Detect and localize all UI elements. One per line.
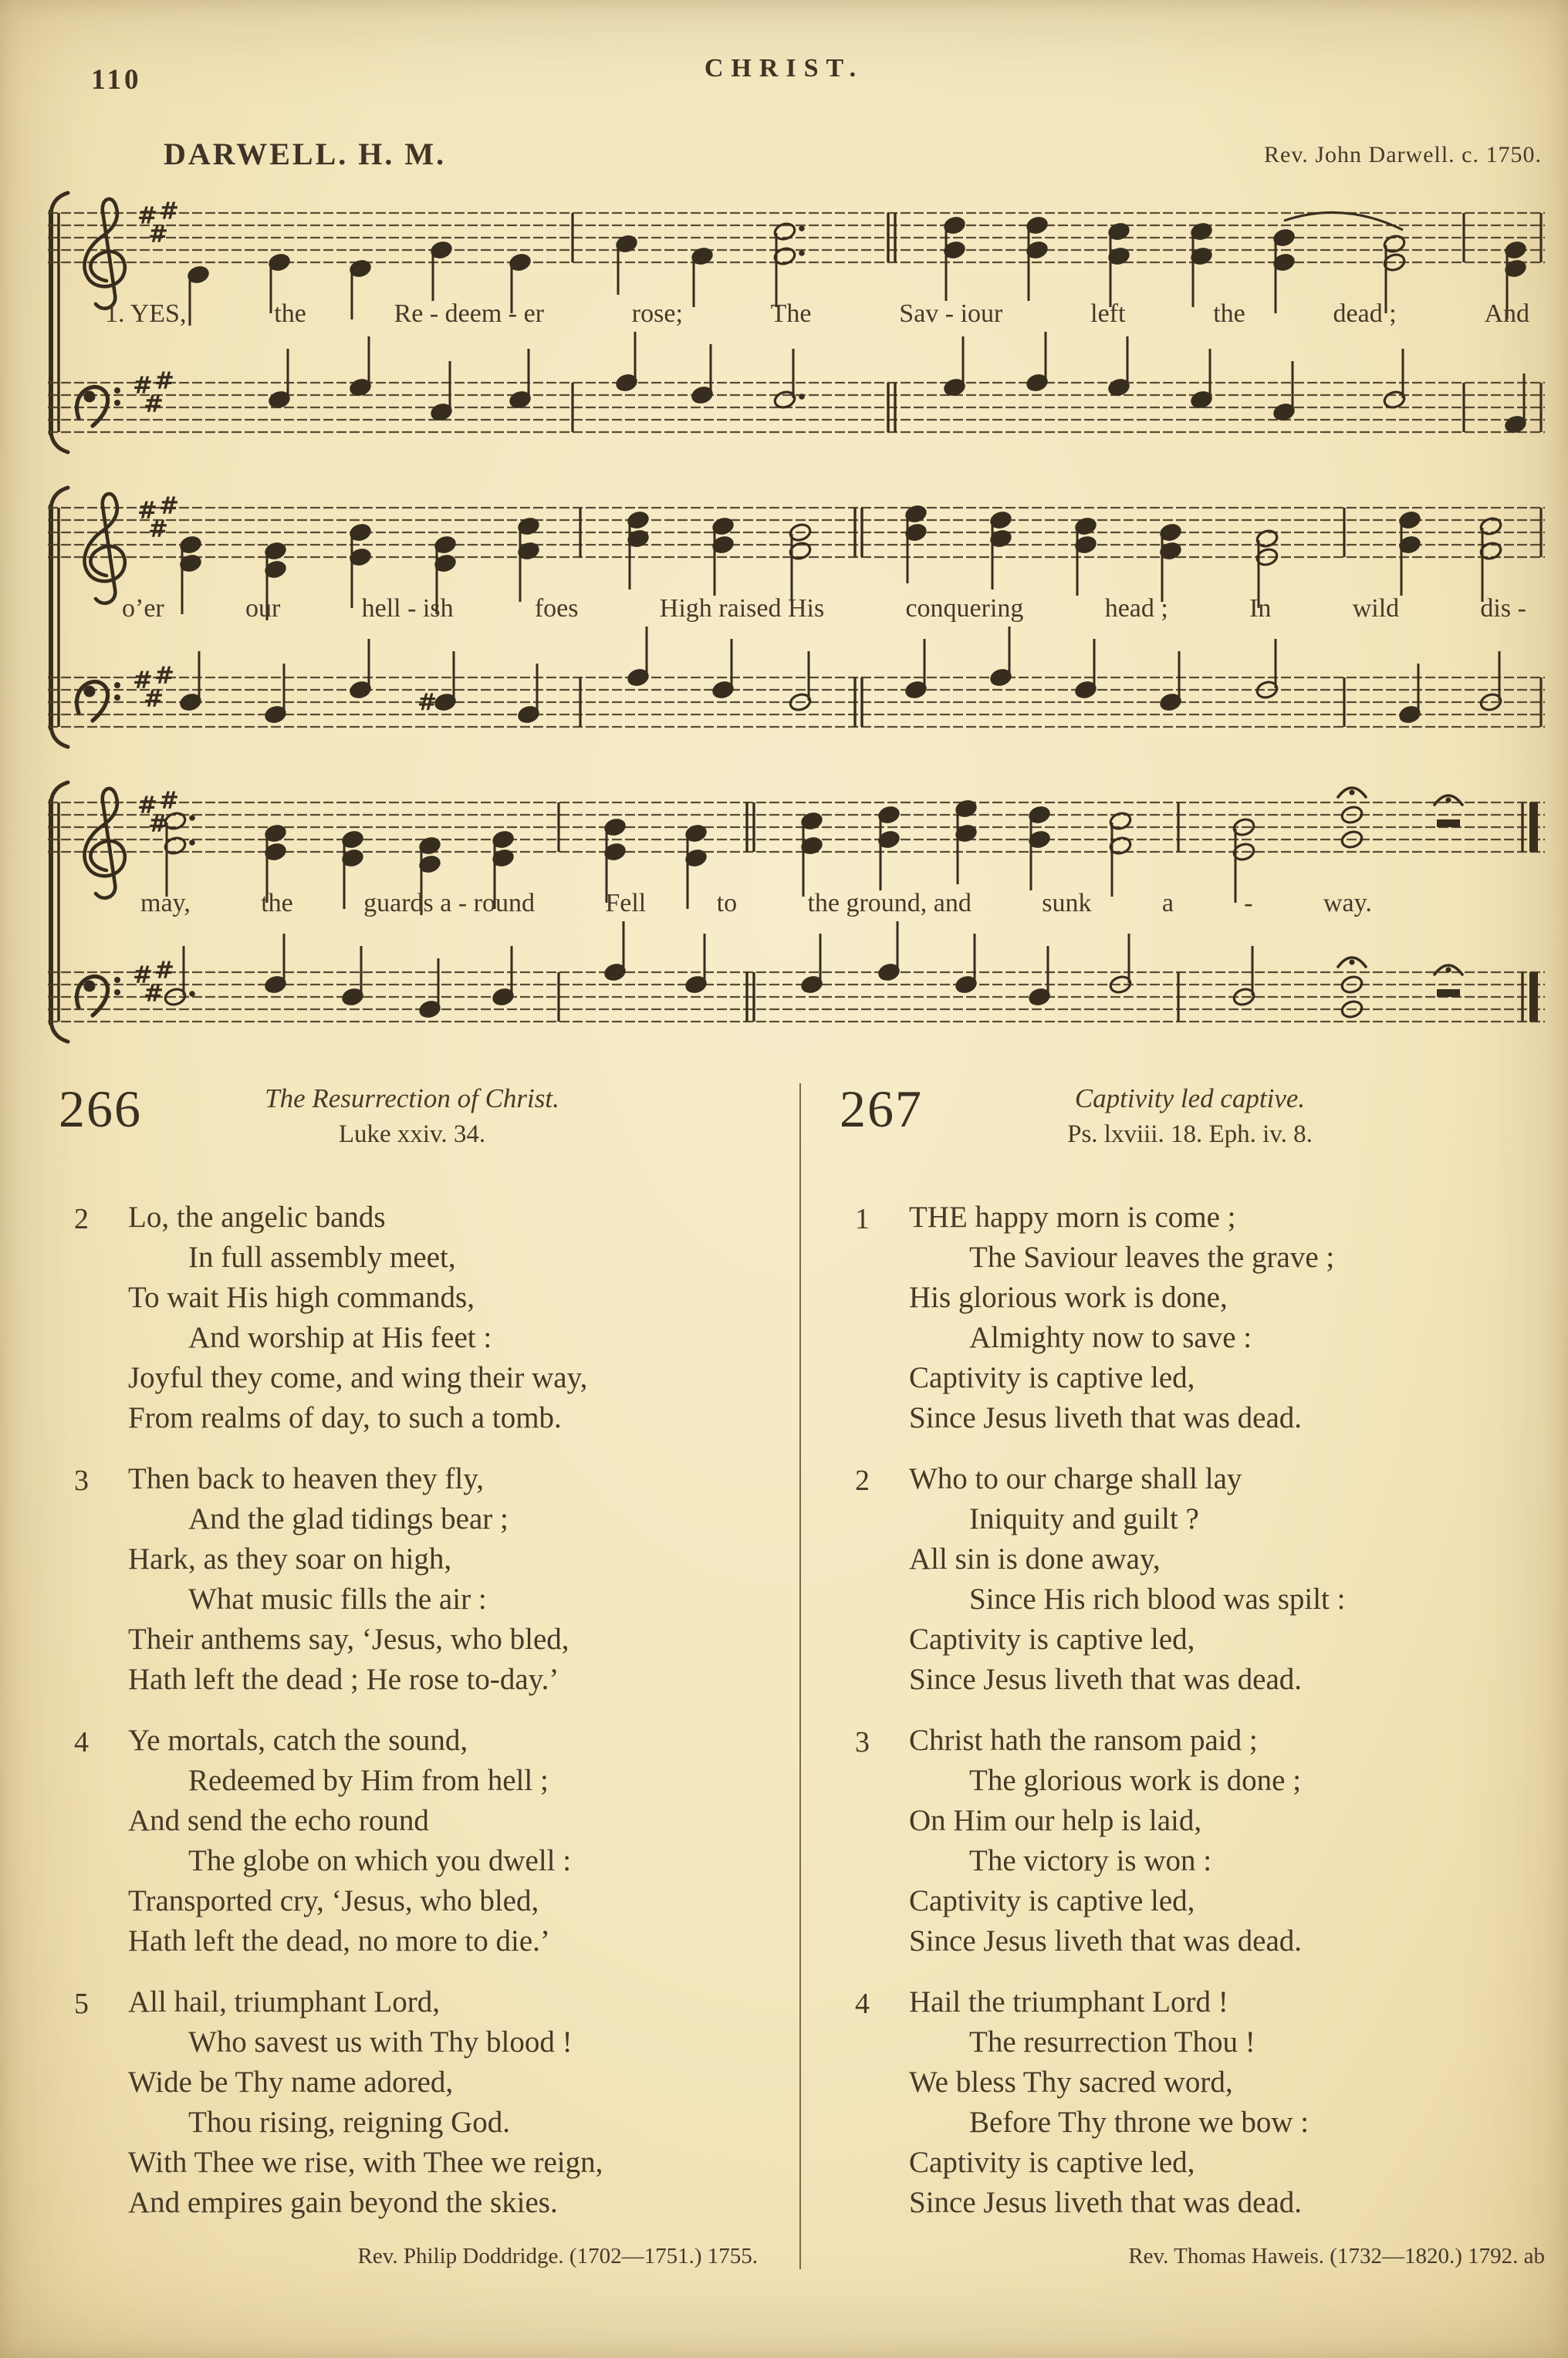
note [1479,651,1503,712]
verse [827,1198,1553,1438]
note [179,651,203,712]
verse [827,1982,1553,2223]
note [800,934,824,995]
note [1074,516,1098,596]
note [264,934,288,995]
verse-line: Captivity is captive led, [909,2146,1195,2179]
verse-number: 4 [855,1988,870,2020]
music-system-1 [40,190,1549,477]
lyric-word: dead ; [1333,299,1397,328]
note [264,664,288,725]
verse-line: With Thee we rise, with Thee we reign, [128,2146,603,2179]
author-attribution: Rev. Philip Doddridge. (1702—1751.) 1755. [357,2244,758,2268]
verse-line: And empires gain beyond the skies. [128,2186,558,2219]
verse-line: Captivity is captive led, [909,1623,1195,1656]
verse-line: Iniquity and guilt ? [969,1502,1199,1535]
hymn-number: 266 [59,1079,142,1138]
note [773,221,805,307]
note [349,336,373,397]
verse-line: His glorious work is done, [909,1281,1228,1314]
svg-text:#: # [137,497,157,525]
verse-line: What music fills the air : [188,1583,487,1616]
lyric-word: Fell [605,889,647,917]
verses-list [827,1198,1553,2223]
verse-number: 3 [855,1726,870,1758]
svg-text:#: # [144,390,164,418]
note [877,921,901,982]
note [989,510,1013,590]
note [691,246,715,307]
verse-line: Before Thy throne we bow : [969,2106,1309,2139]
note [492,946,515,1007]
lyric-line-1 [105,299,1529,340]
lyric-word: the [1213,299,1245,328]
key-signature-sharps [137,492,179,543]
verse-line: Since Jesus liveth that was dead. [909,1924,1303,1958]
hymn-number: 267 [840,1079,923,1138]
lyric-word: the [261,889,293,917]
verse-line: Who savest us with Thy blood ! [188,2025,573,2059]
verse-line: And worship at His feet : [188,1321,492,1354]
lyric-word: - [1244,889,1253,917]
note [1028,805,1052,890]
lyric-word: way. [1323,889,1372,917]
note [1159,522,1183,602]
lyric-word: the ground, and [807,889,972,917]
lyric-word: And [1484,299,1529,328]
lyric-word: conquering [905,594,1024,623]
verse-line: Joyful they come, and wing their way, [128,1361,588,1394]
verse-line: Lo, the angelic bands [128,1201,386,1234]
verse-line: In full assembly meet, [188,1241,456,1274]
svg-text:#: # [137,202,157,230]
verse-line: Their anthems say, ‘Jesus, who bled, [128,1623,569,1656]
system-brace [49,488,68,747]
hymn-header [46,1079,778,1179]
verse [827,1721,1553,1961]
svg-text:#: # [154,662,174,690]
note [1159,651,1183,712]
fermata-icon [1435,965,1462,975]
note [1437,989,1460,997]
note [943,336,967,397]
svg-text:#: # [148,810,168,838]
lyric-word: foes [534,594,579,623]
bass-staff [48,383,1545,432]
tune-header [164,136,1545,179]
note [430,361,454,422]
lyric-word: left [1090,299,1126,328]
verse-line: Thou rising, reigning God. [188,2106,511,2139]
verse-line: Captivity is captive led, [909,1361,1195,1394]
verse [46,1459,778,1700]
lyric-word: Re - deem - er [394,299,545,328]
verse-line: On Him our help is laid, [909,1804,1202,1837]
verse-line: The victory is won : [969,1844,1212,1877]
lyric-word: head ; [1104,594,1168,623]
verse-line: The Saviour leaves the grave ; [969,1241,1335,1274]
svg-text:#: # [133,961,153,989]
fermata-icon [1338,958,1366,967]
treble-clef-icon [85,494,125,603]
note [1107,336,1131,397]
svg-text:#: # [133,667,153,694]
music-notation [40,190,1549,1074]
svg-text:#: # [144,685,164,713]
verse-line: Who to our charge shall lay [909,1462,1242,1495]
note [615,332,639,393]
verse-number: 5 [74,1988,89,2020]
verse-line: And send the echo round [128,1804,429,1837]
verse-line: The globe on which you dwell : [188,1844,572,1877]
verse-line: Hark, as they soar on high, [128,1542,452,1576]
note [711,639,735,700]
hymn-scripture-reference: Ps. lxviii. 18. Eph. iv. 8. [1067,1120,1313,1148]
note [684,934,708,995]
lyric-word: our [245,594,281,623]
lyric-word: 1. YES, [105,299,187,328]
verse-line: Since Jesus liveth that was dead. [909,2186,1303,2219]
note [1028,946,1052,1007]
note [800,811,824,897]
note [1109,811,1133,897]
svg-text:#: # [159,492,179,520]
hymn-title: The Resurrection of Christ. [265,1083,559,1113]
verse-line: All hail, triumphant Lord, [128,1985,441,2018]
composer-credit: Rev. John Darwell. c. 1750. [1264,142,1542,167]
verse-line: Almighty now to save : [969,1321,1252,1354]
verse-line: Hath left the dead ; He rose to-day.’ [128,1663,559,1696]
verse-line: And the glad tidings bear ; [188,1502,509,1535]
verse-line: Hail the triumphant Lord ! [909,1985,1228,2018]
treble-clef-icon [85,789,125,898]
verse-line: From realms of day, to such a tomb. [128,1401,562,1434]
note [943,215,967,301]
note [955,799,978,884]
verse-number: 3 [74,1464,89,1497]
hymn-scripture-reference: Luke xxiv. 34. [338,1120,486,1148]
note [417,651,457,716]
hymn-column-267 [799,1079,1553,2269]
key-signature-sharps [133,957,174,1008]
svg-text:#: # [144,980,164,1008]
verse [46,1198,778,1438]
fermata-icon [1338,788,1366,797]
note [955,934,978,995]
music-system-2 [40,485,1549,772]
lyric-word: guards a - round [363,889,535,917]
author-attribution: Rev. Thomas Haweis. (1732—1820.) 1792. ab [1128,2244,1545,2268]
verse-line: The resurrection Thou ! [969,2025,1255,2059]
hymn-column-266 [46,1079,799,2269]
note [1398,664,1422,725]
note [1437,819,1460,827]
note [418,958,442,1019]
key-signature-sharps [133,662,174,713]
lyric-word: In [1249,594,1272,623]
note [904,504,928,583]
note [1255,639,1279,700]
lyric-word: to [716,889,738,917]
verse-number: 4 [74,1726,89,1758]
key-signature-sharps [137,787,179,838]
note [615,234,639,295]
music-system-3 [40,779,1549,1066]
lyric-word: hell - ish [361,594,454,623]
note [1398,510,1422,596]
note [517,664,541,725]
note [1190,221,1214,307]
note [341,946,365,1007]
verse-line: Then back to heaven they fly, [128,1462,484,1495]
note [627,510,651,590]
verse-line: All sin is done away, [909,1542,1161,1576]
svg-text:#: # [148,221,168,248]
lyric-word: the [274,299,306,328]
lyric-word: sunk [1042,889,1092,917]
system-brace [49,193,68,452]
lyric-word: a [1161,889,1174,917]
hymn-text-columns [46,1079,1553,2269]
verse-line: Redeemed by Him from hell ; [188,1764,549,1797]
note [1074,639,1098,700]
verse-line: Transported cry, ‘Jesus, who bled, [128,1884,539,1917]
note [1272,361,1296,422]
verse [46,1982,778,2223]
barline [855,677,862,727]
note [904,639,928,700]
barline [855,508,862,557]
lyric-word: dis - [1480,594,1526,623]
lyric-word: The [770,299,812,328]
verse-line: Christ hath the ransom paid ; [909,1724,1258,1757]
lyric-word: wild [1352,594,1400,623]
verse-line: Hath left the dead, no more to die.’ [128,1924,550,1958]
treble-clef-icon [85,199,125,309]
treble-staff [48,213,1545,262]
note [268,349,292,410]
svg-text:#: # [159,787,179,815]
svg-text:#: # [417,689,438,716]
tie-slur [1284,212,1403,230]
verse-line: Captivity is captive led, [909,1884,1195,1917]
note [989,627,1013,687]
note [1190,349,1214,410]
verse-number: 2 [74,1203,89,1235]
svg-text:#: # [148,515,168,543]
verse-line: THE happy morn is come ; [909,1201,1236,1234]
page-number: 110 [91,64,142,96]
svg-text:#: # [137,792,157,819]
note [877,805,901,890]
hymn-header [827,1079,1553,1179]
note [517,516,541,602]
verse-line: To wait His high commands, [128,1281,475,1314]
note [691,344,715,405]
section-heading: CHRIST. [704,54,864,83]
hymn-title: Captivity led captive. [1074,1083,1306,1113]
system-brace [49,782,68,1042]
verse-line: Wide be Thy name adored, [128,2066,454,2099]
svg-text:#: # [154,367,174,395]
note [627,627,651,687]
verse-line: Since Jesus liveth that was dead. [909,1401,1303,1434]
verse-line: Since His rich blood was spilt : [969,1583,1346,1616]
svg-text:#: # [159,198,179,225]
key-signature-sharps [133,367,174,418]
note [349,639,373,700]
note [1026,332,1049,393]
note [1383,349,1407,410]
note [789,651,813,712]
verse-number: 1 [855,1203,870,1235]
note [789,522,813,602]
verses-list [46,1198,778,2223]
verse-line: Since Jesus liveth that was dead. [909,1663,1303,1696]
note [509,349,532,410]
tune-title: DARWELL. H. M. [164,137,447,171]
note [1479,516,1503,602]
note [603,921,627,982]
svg-text:#: # [133,372,153,400]
note [1107,221,1131,307]
note [711,516,735,596]
lyric-line-2 [122,594,1526,634]
lyric-word: High raised His [659,594,825,623]
lyric-word: may, [140,889,191,917]
fermata-icon [1435,796,1462,805]
verse [46,1721,778,1961]
svg-text:#: # [154,957,174,985]
note [1232,946,1256,1007]
note [430,240,454,301]
note [773,349,805,410]
verse-number: 2 [855,1464,870,1497]
key-signature-sharps [137,198,179,248]
lyric-word: Sav - iour [899,299,1003,328]
verse-line: We bless Thy sacred word, [909,2066,1233,2099]
running-head [91,54,1477,100]
verse-line: The glorious work is done ; [969,1764,1302,1797]
note [1026,215,1049,301]
verse-line: Ye mortals, catch the sound, [128,1724,468,1757]
lyric-word: o’er [122,594,164,623]
lyric-line-3 [140,889,1372,929]
verse [827,1459,1553,1700]
note [1109,934,1133,995]
lyric-word: rose; [631,299,683,328]
